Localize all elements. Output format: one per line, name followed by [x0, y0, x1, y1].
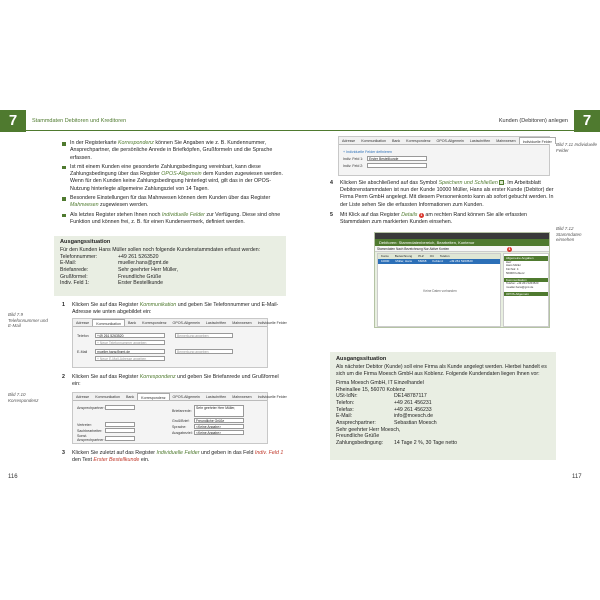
- salutation-label: Briefanrede:: [171, 409, 192, 413]
- tab-mahnwesen[interactable]: Mahnwesen: [232, 395, 252, 399]
- figure-caption: Bild 7.10 Korrespondenz: [8, 392, 39, 403]
- indiv-field-1-label: Indiv. Feld 1:: [343, 156, 364, 161]
- step-2: 2 Klicken Sie auf das Register Korrespondenz und geben Sie Briefanrede und Grußformel ein:: [62, 374, 279, 388]
- details-line: Herr: [506, 259, 512, 264]
- tab-lastschriften[interactable]: Lastschriften: [205, 321, 227, 325]
- details-line: Hans Müller: [506, 263, 521, 268]
- tab-adresse[interactable]: Adresse: [342, 139, 356, 143]
- box-intro: Als nächster Debitor (Kunde) soll eine Firma als Kunde angelegt werden. Hierbei handelt es sich um die Firma Moesch GmbH aus Koblenz. Folgende Kundendaten liegen Ihnen vor:: [336, 364, 547, 377]
- table-row[interactable]: 10000 Müller, Hans 56068 Koblenz +49 261 5263520: [378, 259, 500, 264]
- figure-caption: Bild 7.9 Telefonnummer und E-Mail: [8, 312, 48, 329]
- language-select[interactable]: <Keine Angabe>: [194, 424, 244, 429]
- details-line: Kirchstr. 4: [506, 267, 519, 272]
- tab-adresse[interactable]: Adresse: [76, 321, 90, 325]
- bullet-item: Besondere Einstellungen für das Mahnwesen können dem Kunden über das Register Mahnwesen zugewiesen werden.: [62, 195, 286, 210]
- chapter-number-right: 7: [582, 112, 592, 129]
- contact-input[interactable]: [105, 405, 135, 410]
- step-5: 5 Mit Klick auf das Register Details 1 am rechten Rand können Sie alle erfassten Stammdaten zum markierten Kunden einsehen.: [330, 212, 527, 226]
- tab-lastschriften[interactable]: Lastschriften: [205, 395, 227, 399]
- col-konto[interactable]: Konto: [381, 254, 389, 258]
- header-rule-left: [26, 130, 300, 131]
- page-number-right: 117: [572, 474, 582, 480]
- bullet-item: In der Registerkarte Korrespondenz können Sie Angaben wie z. B. Kundennummer, Ansprechpartner, die persönliche Anrede in Briefköpfen, Grußformeln und die Sprache erfassen.: [62, 140, 286, 162]
- tab-individuelle-felder[interactable]: Individuelle Felder: [519, 137, 556, 144]
- tab-bar: [73, 393, 287, 401]
- tab-korrespondenz[interactable]: Korrespondenz: [137, 393, 169, 400]
- tab-opos-allgemein[interactable]: OPOS-Allgemein: [436, 139, 464, 143]
- box-row: Telefon: +49 261 456231: [336, 400, 432, 407]
- greeting-label: Gruß/Brief:: [171, 418, 190, 423]
- bullet-list: [62, 140, 286, 228]
- phone-input[interactable]: +49 261 5263520: [95, 333, 165, 338]
- figure-caption: Bild 7.12 Stammdaten einsehen: [556, 226, 582, 243]
- tab-kommunikation[interactable]: Kommunikation: [92, 319, 125, 326]
- step-1: 1 Klicken Sie auf das Register Kommunikation und geben Sie Telefonnummer und E-Mail-Adresse wie unten abgebildet ein:: [62, 302, 279, 316]
- tab-individuelle-felder[interactable]: Individuelle Felder: [257, 321, 287, 325]
- kommunikation-screenshot: [72, 318, 287, 368]
- box-intro: Für den Kunden Hans Müller sollen noch folgende Kundenstammdaten erfasst werden:: [60, 247, 261, 253]
- indiv-field-1-input[interactable]: Erster Bestellkunde: [367, 156, 427, 161]
- salutation-input[interactable]: Sehr geehrter Herr Müller,: [194, 405, 244, 417]
- details-heading-comm[interactable]: Kommunikation: [504, 278, 548, 283]
- indiv-field-1-row: [343, 156, 545, 161]
- tab-opos-allgemein[interactable]: OPOS-Allgemein: [172, 395, 200, 399]
- col-telefon[interactable]: Telefon: [439, 254, 450, 258]
- phone-add-row: [77, 340, 263, 345]
- korrespondenz-screenshot: [72, 392, 287, 444]
- tab-bank[interactable]: Bank: [127, 321, 137, 325]
- details-tab-marker: 1: [508, 247, 511, 251]
- page-number-left: 116: [8, 474, 18, 480]
- marker-1-icon: 1: [420, 213, 423, 217]
- company-address: Rheinallee 15, 56070 Koblenz: [336, 386, 406, 393]
- other-contact-input[interactable]: [105, 436, 135, 441]
- greeting: Freundliche Grüße: [336, 433, 380, 440]
- empty-state: Keine Daten vorhanden: [423, 289, 457, 293]
- salutation: Sehr geehrter Herr Moesch,: [336, 426, 401, 433]
- customer-grid: [377, 253, 501, 327]
- col-bezeichnung[interactable]: Bezeichnung: [394, 254, 413, 258]
- tab-mahnwesen[interactable]: Mahnwesen: [232, 321, 252, 325]
- indiv-field-2-input[interactable]: [367, 163, 427, 168]
- tab-kommunikation[interactable]: Kommunikation: [95, 395, 120, 399]
- header-rule-right: [300, 130, 574, 131]
- phone-row: [77, 333, 263, 338]
- tab-bank[interactable]: Bank: [125, 395, 135, 399]
- individuelle-felder-screenshot: [338, 136, 550, 176]
- running-head-right: Kunden (Debitoren) anlegen: [498, 118, 568, 124]
- contact-label: Ansprechpartner:: [77, 405, 105, 410]
- figure-caption: Bild 7.11 Individuelle Felder: [556, 142, 597, 153]
- details-line: Telefon: +49 261 5263520: [506, 281, 539, 286]
- box-title: Ausgangssituation: [336, 356, 387, 362]
- korr-grid: [77, 404, 263, 443]
- tab-korrespondenz[interactable]: Korrespondenz: [142, 321, 167, 325]
- details-line: 56068 Koblenz: [506, 270, 525, 275]
- phone-label: Telefon: [77, 333, 89, 338]
- bullet-item: Ist mit einem Kunden eine gesonderte Zahlungsbedingung vereinbart, kann diese Zahlungsbedingung über das Register OPOS-Allgemein dem Kunden zugewiesen werden. Wenn für den Kunden keine Zahlungsbedingung hinterlegt wird, gilt das in der OPOS-Nutzung hinterlegte allgemeine Zahlungsziel von 14 Tagen.: [62, 164, 286, 193]
- running-head-left: Stammdaten Debitoren und Kreditoren: [32, 118, 127, 124]
- email-label: E-Mail: [77, 349, 88, 354]
- email-row: [77, 349, 263, 354]
- output-select[interactable]: <Keine Angabe>: [194, 430, 244, 435]
- company-name: Firma Moesch GmbH, IT Einzelhandel: [336, 380, 424, 387]
- debitoren-screenshot: [374, 232, 550, 328]
- tab-opos-allgemein[interactable]: OPOS-Allgemein: [172, 321, 200, 325]
- box-row: Grußformel: Freundliche Grüße: [60, 273, 162, 280]
- box-title: Ausgangssituation: [60, 239, 111, 245]
- box-row: Telefonnummer: +49 261 5263520: [60, 253, 159, 260]
- col-plz[interactable]: PLZ: [418, 254, 424, 258]
- rep-label: Vertreter:: [77, 422, 92, 427]
- tab-mahnwesen[interactable]: Mahnwesen: [496, 139, 516, 143]
- output-label: Ausgabeziel:: [171, 430, 193, 435]
- new-phone-input[interactable]: + Neue Telefonnummer angeben: [95, 340, 165, 345]
- tab-kommunikation[interactable]: Kommunikation: [361, 139, 386, 143]
- tab-bank[interactable]: Bank: [391, 139, 401, 143]
- rep-input[interactable]: [105, 422, 135, 427]
- tab-lastschriften[interactable]: Lastschriften: [469, 139, 491, 143]
- chapter-number-left: 7: [8, 112, 18, 129]
- language-label: Sprache:: [171, 424, 187, 429]
- box-row: E-Mail: mueller.hans@gmt.de: [60, 260, 169, 267]
- box-row: Ansprechpartner: Sebastian Moesch: [336, 420, 437, 427]
- indiv-field-2-row: [343, 163, 545, 168]
- ribbon-bar: Debitoren: Stammdatenbereich, Bearbeiten, Kontenor: [375, 239, 549, 246]
- situation-box-left: [54, 236, 286, 296]
- details-line: mueller.hans@gmt.de: [506, 284, 534, 289]
- box-row: Indiv. Feld 1: Erster Bestellkunde: [60, 280, 163, 287]
- clerk-label: Sachbearbeiter:: [77, 428, 103, 433]
- tab-bar: [339, 137, 552, 145]
- col-ort[interactable]: Ort: [429, 254, 434, 258]
- define-fields-link[interactable]: + Individuelle Felder definieren: [343, 150, 393, 154]
- step-3: 3 Klicken Sie zuletzt auf das Register Individuelle Felder und geben in das Feld Indiv. Feld 1 den Text Erster Bestellkunde ein.: [62, 450, 284, 464]
- clerk-input[interactable]: [105, 428, 135, 433]
- new-email-input[interactable]: + Neue E-Mail-Adresse angeben: [95, 356, 165, 361]
- tab-individuelle-felder[interactable]: Individuelle Felder: [257, 395, 287, 399]
- box-row: USt-IdNr: DE148787117: [336, 393, 427, 400]
- box-row: Zahlungsbedingung: 14 Tage 2 %, 30 Tage netto: [336, 440, 457, 447]
- details-heading-opos[interactable]: OPOS-Allgemein: [504, 292, 548, 297]
- other-contact-label: Sonst. Ansprechpartner:: [77, 434, 105, 442]
- box-row: Telefax: +49 261 456233: [336, 406, 432, 413]
- details-panel: [503, 253, 549, 327]
- email-add-row: [77, 356, 263, 361]
- situation-box-right: [330, 352, 556, 460]
- step-4: 4 Klicken Sie abschließend auf das Symbol Speichern und Schließen . Im Arbeitsblatt Debitorenstammdaten ist nun der Kunde 10000 Müller, Hans als erster Kunde (Debitor) der Firma Perm GmbH angelegt. Mit diesem Personenkonto kann ab sofort gebucht werden. In der Liste sehen Sie die erfassten Informationen zum Kunden.: [330, 180, 554, 208]
- greeting-select[interactable]: Freundliche Grüße: [194, 418, 244, 423]
- email-input[interactable]: mueller.hans@gmt.de: [95, 349, 165, 354]
- toolbar: Stammdaten Nach Bezeichnung Nur Aktive Konten: [375, 246, 549, 252]
- bullet-item: Als letztes Register stehen Ihnen noch Individuelle Felder zur Verfügung. Diese sind ohne Funktion und können frei, z. B. für einen Kundenvermerk, definiert werden.: [62, 212, 286, 227]
- phone-note-input[interactable]: Bemerkung angeben: [175, 333, 233, 338]
- tab-korrespondenz[interactable]: Korrespondenz: [406, 139, 431, 143]
- box-row: E-Mail: info@moesch.de: [336, 413, 434, 420]
- indiv-field-2-label: Indiv. Feld 2:: [343, 163, 364, 168]
- tab-adresse[interactable]: Adresse: [76, 395, 90, 399]
- details-heading-general[interactable]: Allgemeine Angaben: [504, 256, 548, 261]
- tab-bar: [73, 319, 287, 327]
- box-row: Briefanrede: Sehr geehrter Herr Müller,: [60, 267, 178, 273]
- email-note-input[interactable]: Bemerkung angeben: [175, 349, 233, 354]
